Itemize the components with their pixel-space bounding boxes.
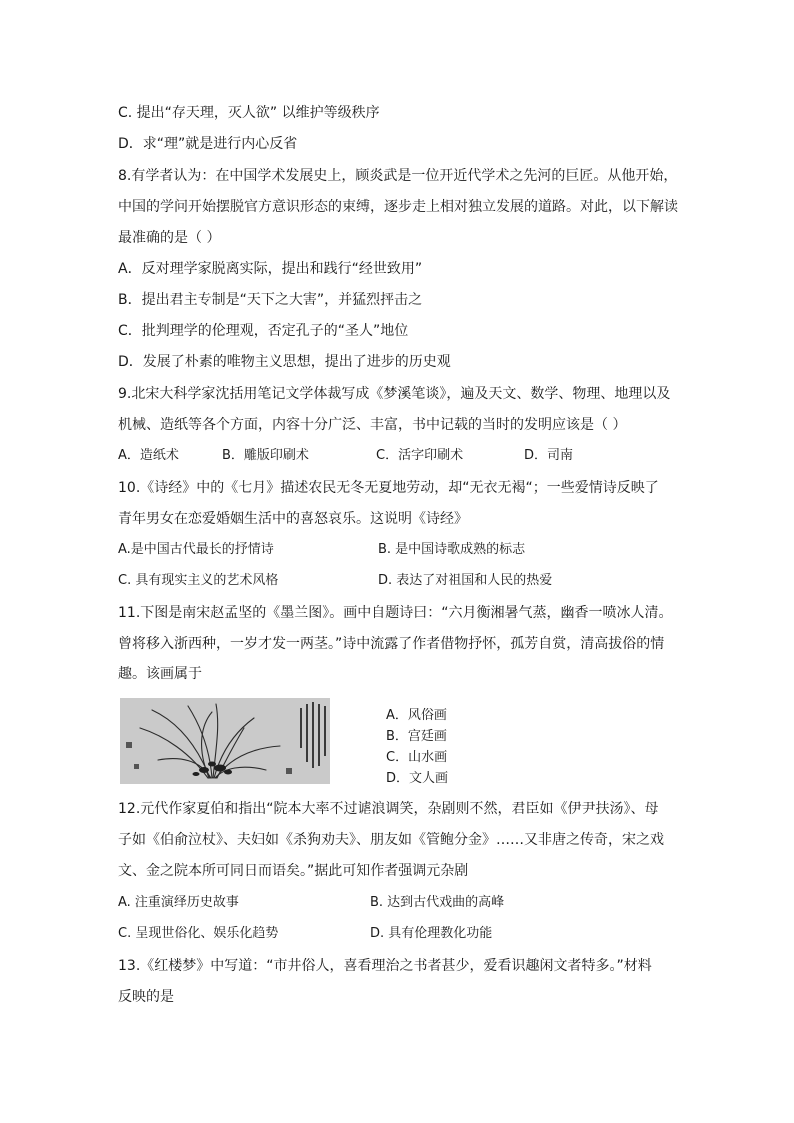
q8-option-d: D．发展了朴素的唯物主义思想，提出了进步的历史观	[118, 354, 451, 370]
q12-option-c: C. 呈现世俗化、娱乐化趋势	[118, 926, 279, 941]
q9-option-a: A．造纸术	[118, 448, 179, 463]
q8-stem-line-2: 中国的学问开始摆脱官方意识形态的束缚，逐步走上相对独立发展的道路。对此，以下解读	[118, 199, 678, 215]
q8-stem-line-3: 最准确的是（ ）	[118, 230, 221, 246]
q13-stem-line-1: 13.《红楼梦》中写道：“市井俗人，喜看理治之书者甚少，爱看识趣闲文者特多。”材料	[118, 958, 652, 974]
q8-stem-line-1: 8.有学者认为：在中国学术发展史上，顾炎武是一位开近代学术之先河的巨匠。从他开始，	[118, 168, 678, 184]
q11-stem-line-3: 趣。该画属于	[118, 666, 202, 682]
q7-option-c: C. 提出“存天理，灭人欲” 以维护等级秩序	[118, 105, 380, 121]
q10-stem-line-1: 10.《诗经》中的《七月》描述农民无冬无夏地劳动，却“无衣无褐“；一些爱情诗反映了	[118, 480, 659, 496]
q13-stem-line-2: 反映的是	[118, 989, 174, 1005]
q7-option-d: D．求“理”就是进行内心反省	[118, 136, 298, 152]
q10-option-c: C. 具有现实主义的艺术风格	[118, 573, 279, 588]
q12-stem-line-3: 文、金之院本所可同日而语矣。”据此可知作者强调元杂剧	[118, 863, 469, 879]
q9-option-b: B．雕版印刷术	[222, 448, 309, 463]
q10-option-d: D. 表达了对祖国和人民的热爱	[378, 573, 553, 588]
q11-option-c: C．山水画	[386, 750, 448, 765]
q11-option-a: A．风俗画	[386, 708, 447, 723]
q9-option-c: C．活字印刷术	[376, 448, 464, 463]
q9-stem-line-2: 机械、造纸等各个方面，内容十分广泛、丰富，书中记载的当时的发明应该是（ ）	[118, 417, 627, 433]
q12-stem-line-1: 12.元代作家夏伯和指出“院本大率不过谑浪调笑，杂剧则不然，君臣如《伊尹扶汤》、母	[118, 801, 659, 817]
q8-option-c: C．批判理学的伦理观，否定孔子的“圣人”地位	[118, 323, 409, 339]
q8-option-a: A．反对理学家脱离实际，提出和践行“经世致用”	[118, 261, 423, 277]
q10-stem-line-2: 青年男女在恋爱婚姻生活中的喜怒哀乐。这说明《诗经》	[118, 511, 468, 527]
q12-option-b: B. 达到古代戏曲的高峰	[370, 895, 505, 910]
q11-option-b: B．宫廷画	[386, 729, 447, 744]
q12-option-d: D. 具有伦理教化功能	[370, 926, 493, 941]
q11-option-d: D．文人画	[386, 771, 449, 786]
q9-stem-line-1: 9.北宋大科学家沈括用笔记文学体裁写成《梦溪笔谈》，遍及天文、数学、物理、地理以及	[118, 386, 671, 402]
q11-stem-line-2: 曾将移入浙西种，一岁才发一两茎。”诗中流露了作者借物抒怀，孤芳自赏，清高拔俗的情	[118, 636, 665, 652]
q10-option-a: A.是中国古代最长的抒情诗	[118, 542, 274, 557]
q9-option-d: D．司南	[524, 448, 574, 463]
q10-option-b: B. 是中国诗歌成熟的标志	[378, 542, 526, 557]
orchid-painting-artwork	[120, 698, 330, 784]
q8-option-b: B．提出君主专制是“天下之大害”，并猛烈抨击之	[118, 292, 423, 308]
q11-stem-line-1: 11.下图是南宋赵孟坚的《墨兰图》。画中自题诗曰：“六月衡湘暑气蒸，幽香一喷冰人清。	[118, 605, 673, 621]
q12-stem-line-2: 子如《伯俞泣杖》、夫妇如《杀狗劝夫》、朋友如《管鲍分金》……又非唐之传奇，宋之戏	[118, 832, 664, 848]
orchid-painting-image	[120, 698, 330, 784]
q12-option-a: A. 注重演绎历史故事	[118, 895, 239, 910]
